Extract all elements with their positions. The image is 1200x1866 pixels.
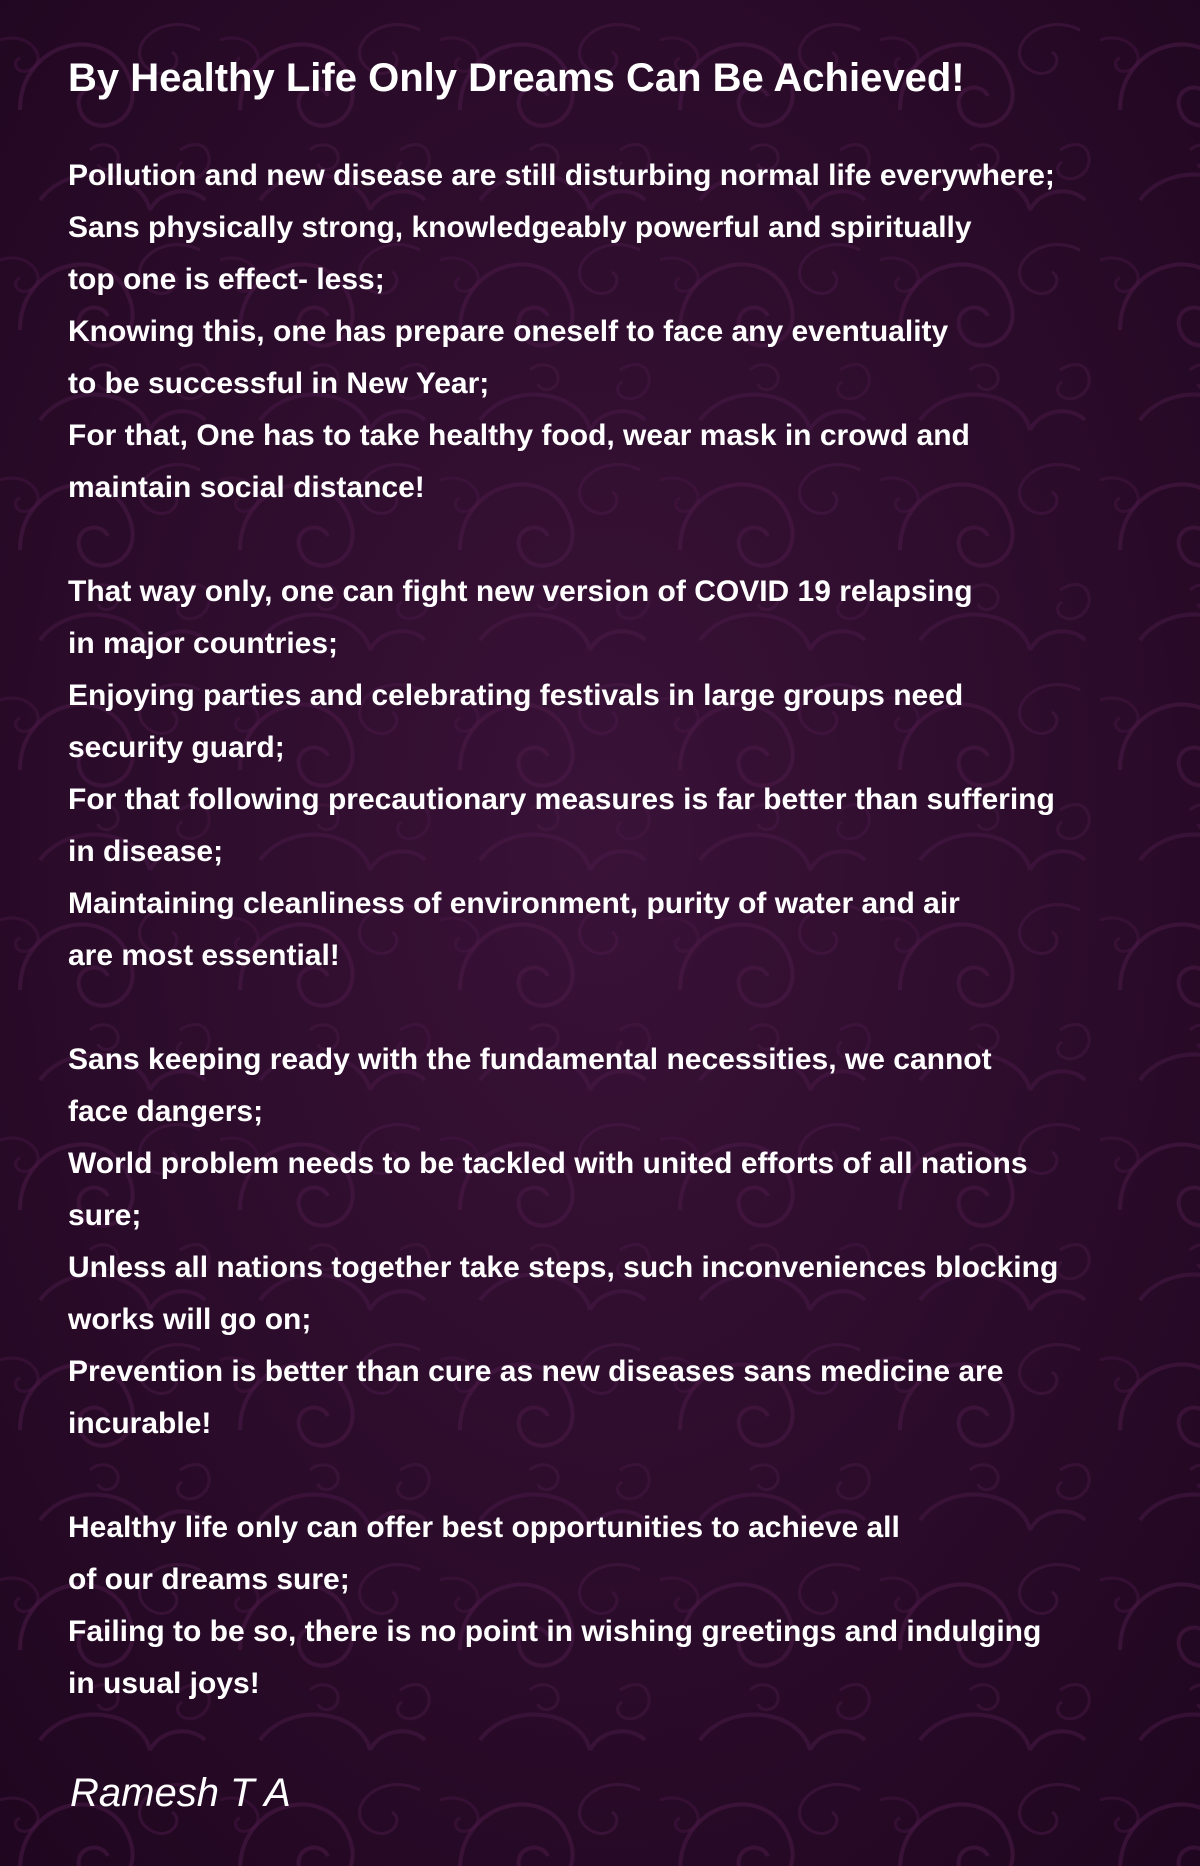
poem-line: security guard; xyxy=(68,731,285,764)
poem-author: Ramesh T A xyxy=(70,1771,291,1815)
poem-line: incurable! xyxy=(68,1407,212,1440)
stanza-1 xyxy=(68,150,1178,514)
poem-line: Prevention is better than cure as new diseases sans medicine are xyxy=(68,1355,1004,1388)
poem-line: For that, One has to take healthy food, wear mask in crowd and xyxy=(68,419,970,452)
poem-title: By Healthy Life Only Dreams Can Be Achieved! xyxy=(68,56,965,100)
stanza-2 xyxy=(68,566,1178,982)
poem-line: works will go on; xyxy=(68,1303,312,1336)
poem-line: in disease; xyxy=(68,835,224,868)
poem-line: That way only, one can fight new version of COVID 19 relapsing xyxy=(68,575,973,608)
poem-body xyxy=(68,150,1178,1762)
poem-line: Failing to be so, there is no point in wishing greetings and indulging xyxy=(68,1615,1042,1648)
poem-line: Sans keeping ready with the fundamental necessities, we cannot xyxy=(68,1043,992,1076)
stanza-3 xyxy=(68,1034,1178,1450)
poem-line: in usual joys! xyxy=(68,1667,260,1700)
poem-line: to be successful in New Year; xyxy=(68,367,490,400)
poem-line: maintain social distance! xyxy=(68,471,425,504)
poem-line: in major countries; xyxy=(68,627,339,660)
poem-line: Unless all nations together take steps, such inconveniences blocking xyxy=(68,1251,1059,1284)
poem-line: sure; xyxy=(68,1199,142,1232)
poem-line: Enjoying parties and celebrating festivals in large groups need xyxy=(68,679,964,712)
poem-line: face dangers; xyxy=(68,1095,264,1128)
poem-line: World problem needs to be tackled with united efforts of all nations xyxy=(68,1147,1028,1180)
poem-line: Healthy life only can offer best opportunities to achieve all xyxy=(68,1511,900,1544)
poem-line: top one is effect- less; xyxy=(68,263,385,296)
poem-line: Maintaining cleanliness of environment, purity of water and air xyxy=(68,887,960,920)
poem-line: Pollution and new disease are still disturbing normal life everywhere; xyxy=(68,159,1055,192)
poem-line: are most essential! xyxy=(68,939,340,972)
stanza-4 xyxy=(68,1502,1178,1710)
poem-line: of our dreams sure; xyxy=(68,1563,350,1596)
poem-line: Knowing this, one has prepare oneself to face any eventuality xyxy=(68,315,949,348)
poem-line: For that following precautionary measures is far better than suffering xyxy=(68,783,1055,816)
poem-line: Sans physically strong, knowledgeably powerful and spiritually xyxy=(68,211,972,244)
